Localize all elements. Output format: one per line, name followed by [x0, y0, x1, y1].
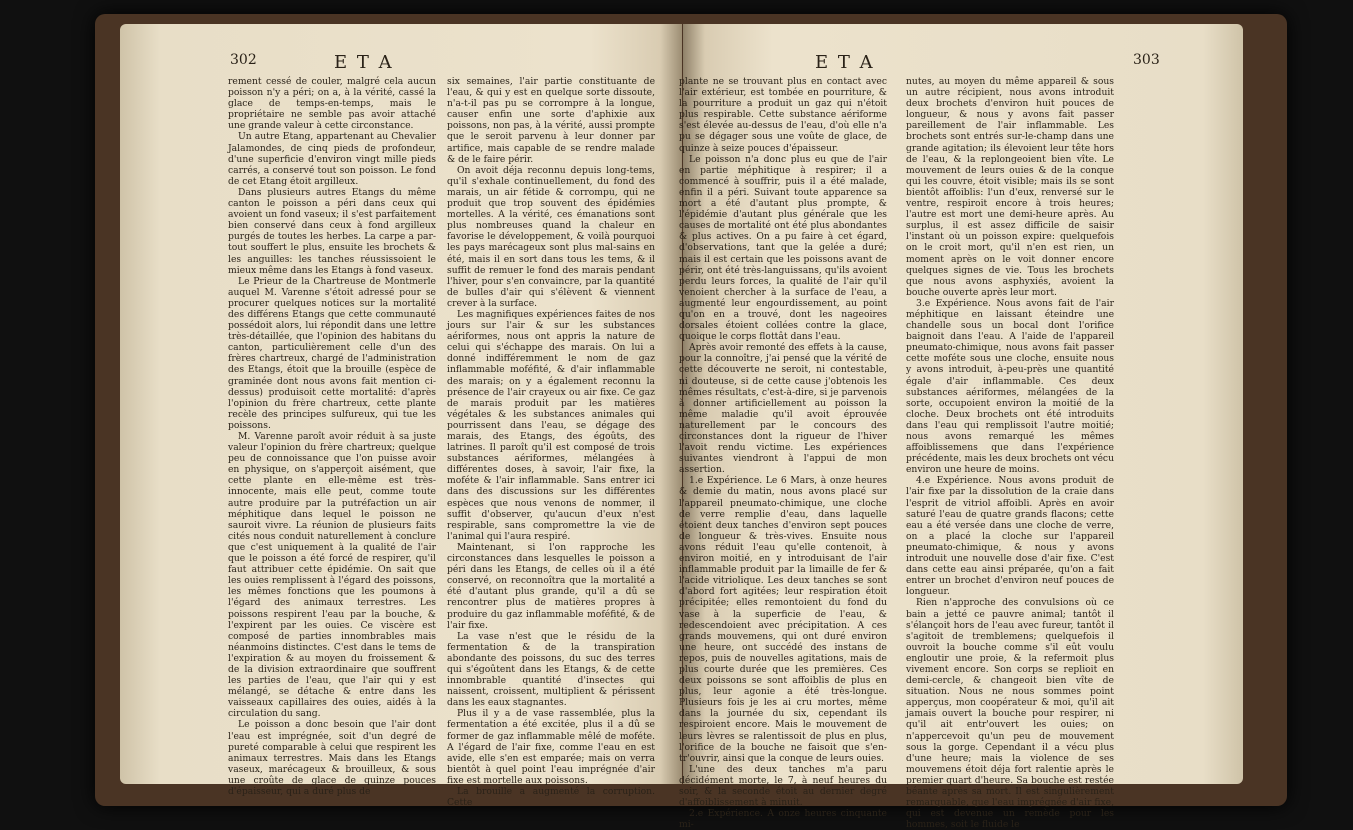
paragraph: Le Prieur de la Chartreuse de Montmerle auquel M. Varenne s'étoit adressé pour se procurer quelques notices sur la mortalité des différens Etangs que cette communauté possédoit alors, lui répondit dans une lettre très-détaillée, que l'opinion des habitans du canton, particulièrement celle d'un des frères chartreux, chargé de l'administration des Etangs, étoit que la brouille (espèce de graminée dont nous avons fait mention ci-dessus) produisoit cette mortalité: d'après l'opinion du frère chartreux, cette plante recèle des principes sulfureux, qui tue les poissons. [228, 275, 436, 431]
paragraph: Dans plusieurs autres Etangs du même canton le poisson a péri dans ceux qui avoient un fond vaseux; il s'est parfaitement bien conservé dans ceux à fond argilleux purgés de toutes les herbes. La carpe a par-tout souffert le plus, ensuite les brochets & les anguilles: les tanches réussissoient le mieux même dans les Etangs à fond vaseux. [228, 186, 436, 276]
paragraph: 4.e Expérience. Nous avons produit de l'air fixe par la dissolution de la craie dans l'esprit de vitriol affoibli. Après en avoir saturé l'eau de quatre grands flacons; cette eau a été versée dans une cloche de verre, on a placé la cloche sur l'appareil pneumato-chimique, & nous y avons introduit une nouvelle dose d'air fixe. C'est dans cette eau ainsi préparée, qu'on a fait entrer un brochet d'environ neuf pouces de longueur. [906, 475, 1114, 598]
paragraph: Après avoir remonté des effets à la cause, pour la connoître, j'ai pensé que la vérité de cette découverte ne seroit, ni contestable, ni douteuse, si de cette cause j'obtenois les mêmes résultats, c'est-à-dire, si je parvenois à donner artificiellement au poisson la même maladie qu'il avoit éprouvée naturellement par le concours des circonstances dont la rigueur de l'hiver l'avoit rendu victime. Les expériences suivantes viendront à l'appui de mon assertion. [679, 342, 887, 476]
running-head: E T A [334, 52, 394, 73]
paragraph: Le poisson n'a donc plus eu que de l'air en partie méphitique à respirer; il a commencé à souffrir, puis il a été malade, enfin il a péri. Suivant toute apparence sa mort a été d'autant plus prompte, & l'épidémie d'autant plus générale que les causes de mortalité ont été plus abondantes & plus actives. On a pu faire à cet égard, d'observations, tant que la gelée a duré; mais il est certain que les poissons avant de périr, ont été très-languissans, qu'ils avoient perdu leurs forces, la qualité de l'air qu'il venoient chercher à la surface de l'eau, a augmenté leur engourdissement, au point qu'on en a trouvé, dont les nageoires dorsales étoient collées contre la glace, quoique le corps flottât dans l'eau. [679, 153, 887, 343]
paragraph: six semaines, l'air partie constituante de l'eau, & qui y est en quelque sorte dissoute, n'a-t-il pas pu se corrompre à la longue, causer enfin une sorte d'aphixie aux poissons, non pas, à la vérité, aussi prompte que le seroit parvenu à leur donner par artifice, mais capable de se rendre malade & de le faire périr. [447, 76, 655, 165]
paragraph: plante ne se trouvant plus en contact avec l'air extérieur, est tombée en pourriture, & la pourriture a produit un gaz qui n'étoit plus respirable. Cette substance aériforme s'est élevée au-dessus de l'eau, d'où elle n'a pu se dégager sous une voûte de glace, de quinze à seize pouces d'épaisseur. [679, 76, 887, 154]
paragraph: L'une des deux tanches m'a paru décidément morte, le 7, à neuf heures du soir, & la seconde étoit au dernier degré d'affoiblissement à minuit. [679, 763, 887, 809]
right-page [679, 24, 1243, 830]
running-head: E T A [815, 52, 875, 73]
paragraph: M. Varenne paroît avoir réduit à sa juste valeur l'opinion du frère chartreux; quelque peu de connoissance que l'on puisse avoir en physique, on s'apperçoit aisément, que cette plante en elle-même est très-innocente, mais elle peut, comme toute autre produire par la putréfaction un air méphitique dans lequel le poisson ne sauroit vivre. La réunion de plusieurs faits cités nous conduit naturellement à conclure que c'est uniquement à la qualité de l'air que le poisson a été forcé de respirer, qu'il faut attribuer cette épidémie. On sait que les ouies remplissent à l'égard des poissons, les mêmes fonctions que les poumons à l'égard des animaux terrestres. Les poissons respirent l'eau par la bouche, & l'expirent par les ouies. Ce viscère est composé de parties innombrables mais néanmoins distinctes. C'est dans le tems de l'expiration & au moyen du froissement & de la division extraordinaire que souffrent les parties de l'eau, que l'air qui y est mélangé, se détache & entre dans les vaisseaux capillaires des ouies, aidés à la circulation du sang. [228, 431, 436, 720]
paragraph: rement cessé de couler, malgré cela aucun poisson n'y a péri; on a, à la vérité, cassé la glace de temps-en-temps, mais le propriétaire ne semble pas avoir attaché une grande valeur à cette circonstance. [228, 76, 436, 132]
paragraph: La vase n'est que le résidu de la fermentation & de la transpiration abondante des poissons, du suc des terres qui s'égoûtent dans les Etangs, & de cette innombrable quantité d'insectes qui naissent, croissent, multiplient & périssent dans les eaux stagnantes. [447, 630, 655, 709]
paragraph: 2.e Expérience. A onze heures cinquante mi- [679, 808, 887, 830]
paragraph: Rien n'approche des convulsions où ce bain a jetté ce pauvre animal; tantôt il s'élançoit hors de l'eau avec fureur, tantôt il s'agitoit de tremblemens; quelquefois il ouvroit la bouche comme s'il eût voulu engloutir une proie, & la refermoit plus vivement encore. Son corps se replioit en demi-cercle, & changeoit bien vîte de situation. Nous ne nous sommes point apperçus, mon coopérateur & moi, qu'il ait jamais ouvert la bouche pour respirer, ni qu'il ait entr'ouvert les ouies; on n'appercevoit qu'un peu de mouvement sous la gorge. Cependant il a vécu plus d'une heure; mais la violence de ses mouvemens étoit déja fort ralentie après le premier quart d'heure. Sa bouche est restée béante après sa mort. Il est singulièrement remarquable, que l'eau imprégnée d'air fixe, qui est devenue un remède pour les hommes, soit le fluide le [906, 597, 1114, 830]
text-column-1 [228, 76, 436, 797]
paragraph: nutes, au moyen du même appareil & sous un autre récipient, nous avons introduit deux brochets d'environ huit pouces de longueur, & nous y avons fait passer pareillement de l'air inflammable. Les brochets sont entrés sur-le-champ dans une grande agitation; ils élevoient leur tête hors de l'eau, & la replongeoient bien vîte. Le mouvement de leurs ouies & de la conque qui les couvre, étoit visible; mais ils se sont bientôt affoiblis: l'un d'eux, renversé sur le ventre, respiroit encore à trois heures; l'autre est mort une demi-heure après. Au surplus, il est assez difficile de saisir l'instant où un poisson expire: quelquefois on le croit mort, qu'il n'en est rien, un moment après on le voit donner encore quelques signes de vie. Tous les brochets que nous avons asphyxiés, avoient la bouche ouverte après leur mort. [906, 76, 1114, 298]
text-column-1 [679, 76, 887, 830]
paragraph: Les magnifiques expériences faites de nos jours sur l'air & sur les substances aériformes, nous ont appris la nature de celui qui s'échappe des marais. On lui a donné indifféremment le nom de gaz inflammable moféfité, & d'air inflammable des marais; on y a également reconnu la présence de l'air crayeux ou air fixe. Ce gaz de marais produit par les matières végétales & les substances animales qui pourrissent dans l'eau, se dégage des marais, des Etangs, des égoûts, des latrines. Il paroît qu'il est composé de trois substances aériformes, mélangées à différentes doses, à savoir, l'air fixe, la moféte & l'air inflammable. Sans entrer ici dans des discussions sur les différentes espèces que nous venons de nommer, il suffit d'observer, qu'aucun d'eux n'est respirable, sans compromettre la vie de l'animal qui l'aura respiré. [447, 308, 655, 542]
paragraph: On avoit déja reconnu depuis long-tems, qu'il s'exhale continuellement, du fond des marais, un air fétide & corrompu, qui ne produit que trop souvent des épidémies mortelles. A la vérité, ces émanations sont plus nombreuses quand la chaleur en favorise le développement, & voilà pourquoi les pays marécageux sont plus mal-sains en été, mais il en sort dans tous les tems, & il suffit de remuer le fond des marais pendant l'hiver, pour s'en convaincre, par la quantité de bulles d'air qui s'élèvent & viennent crever à la surface. [447, 164, 655, 309]
paragraph: La brouille a augmenté la corruption. Cette [447, 786, 655, 809]
paragraph: Plus il y a de vase rassemblée, plus la fermentation a été excitée, plus il a dû se former de gaz inflammable mêlé de moféte. A l'égard de l'air fixe, comme l'eau en est avide, elle s'en est emparée; mais on verra bientôt à quel point l'eau imprégnée d'air fixe est mortelle aux poissons. [447, 708, 655, 786]
paragraph: Le poisson a donc besoin que l'air dont l'eau est imprégnée, soit d'un degré de pureté comparable à celui que respirent les animaux terrestres. Mais dans les Etangs vaseux, marécageux & brouilleux, & sous une croûte de glace de quinze pouces d'épaisseur, qui a duré plus de [228, 719, 436, 797]
text-column-2 [447, 76, 655, 809]
page-number: 303 [1133, 52, 1160, 68]
paragraph: 1.e Expérience. Le 6 Mars, à onze heures & demie du matin, nous avons placé sur l'appareil pneumato-chimique, une cloche de verre remplie d'eau, dans laquelle étoient deux tanches d'environ sept pouces de longueur & très-vives. Ensuite nous avons réduit l'eau qu'elle contenoit, à environ moitié, en y introduisant de l'air inflammable produit par la limaille de fer & l'acide vitriolique. Les deux tanches se sont d'abord fort agitées; leur respiration étoit précipitée; elles remontoient du fond du vase à la superficie de l'eau, & redescendoient avec précipitation. A ces grands mouvemens, qui ont duré environ une heure, ont succédé des instans de repos, puis de nouvelles agitations, mais de plus courte durée que les premières. Ces deux poissons se sont affoiblis de plus en plus, leur agonie a été très-longue. Plusieurs fois je les ai cru mortes, même dans la journée du six, cependant ils respiroient encore. Mais le mouvement de leurs lèvres se ralentissoit de plus en plus, l'orifice de la bouche ne faisoit que s'en-tr'ouvrir, ainsi que la conque de leurs ouies. [679, 475, 887, 764]
text-column-2 [906, 76, 1114, 830]
paragraph: 3.e Expérience. Nous avons fait de l'air méphitique en laissant éteindre une chandelle sous un bocal dont l'orifice baignoit dans l'eau. A l'aide de l'appareil pneumato-chimique, nous avons fait passer cette moféte sous une cloche, ensuite nous y avons introduit, à-peu-près une quantité égale d'air inflammable. Ces deux substances aériformes, mélangées de la sorte, occupoient environ la moitié de la cloche. Deux brochets ont été introduits dans l'eau qui remplissoit l'autre moitié; nous avons remarqué les mêmes affoiblissemens que dans l'expérience précédente, mais les deux brochets ont vécu environ une heure de moins. [906, 297, 1114, 476]
left-page [120, 24, 682, 809]
paragraph: Maintenant, si l'on rapproche les circonstances dans lesquelles le poisson a péri dans les Etangs, de celles où il a été conservé, on reconnoîtra que la mortalité a été d'autant plus grande, qu'il a dû se rencontrer plus de matières propres à produire du gaz inflammable moféfité, & de l'air fixe. [447, 541, 655, 631]
paragraph: Un autre Etang, appartenant au Chevalier Jalamondes, de cinq pieds de profondeur, d'une superficie d'environ vingt mille pieds carrés, a conservé tout son poisson. Le fond de cet Etang étoit argilleux. [228, 131, 436, 187]
page-number: 302 [230, 52, 257, 68]
